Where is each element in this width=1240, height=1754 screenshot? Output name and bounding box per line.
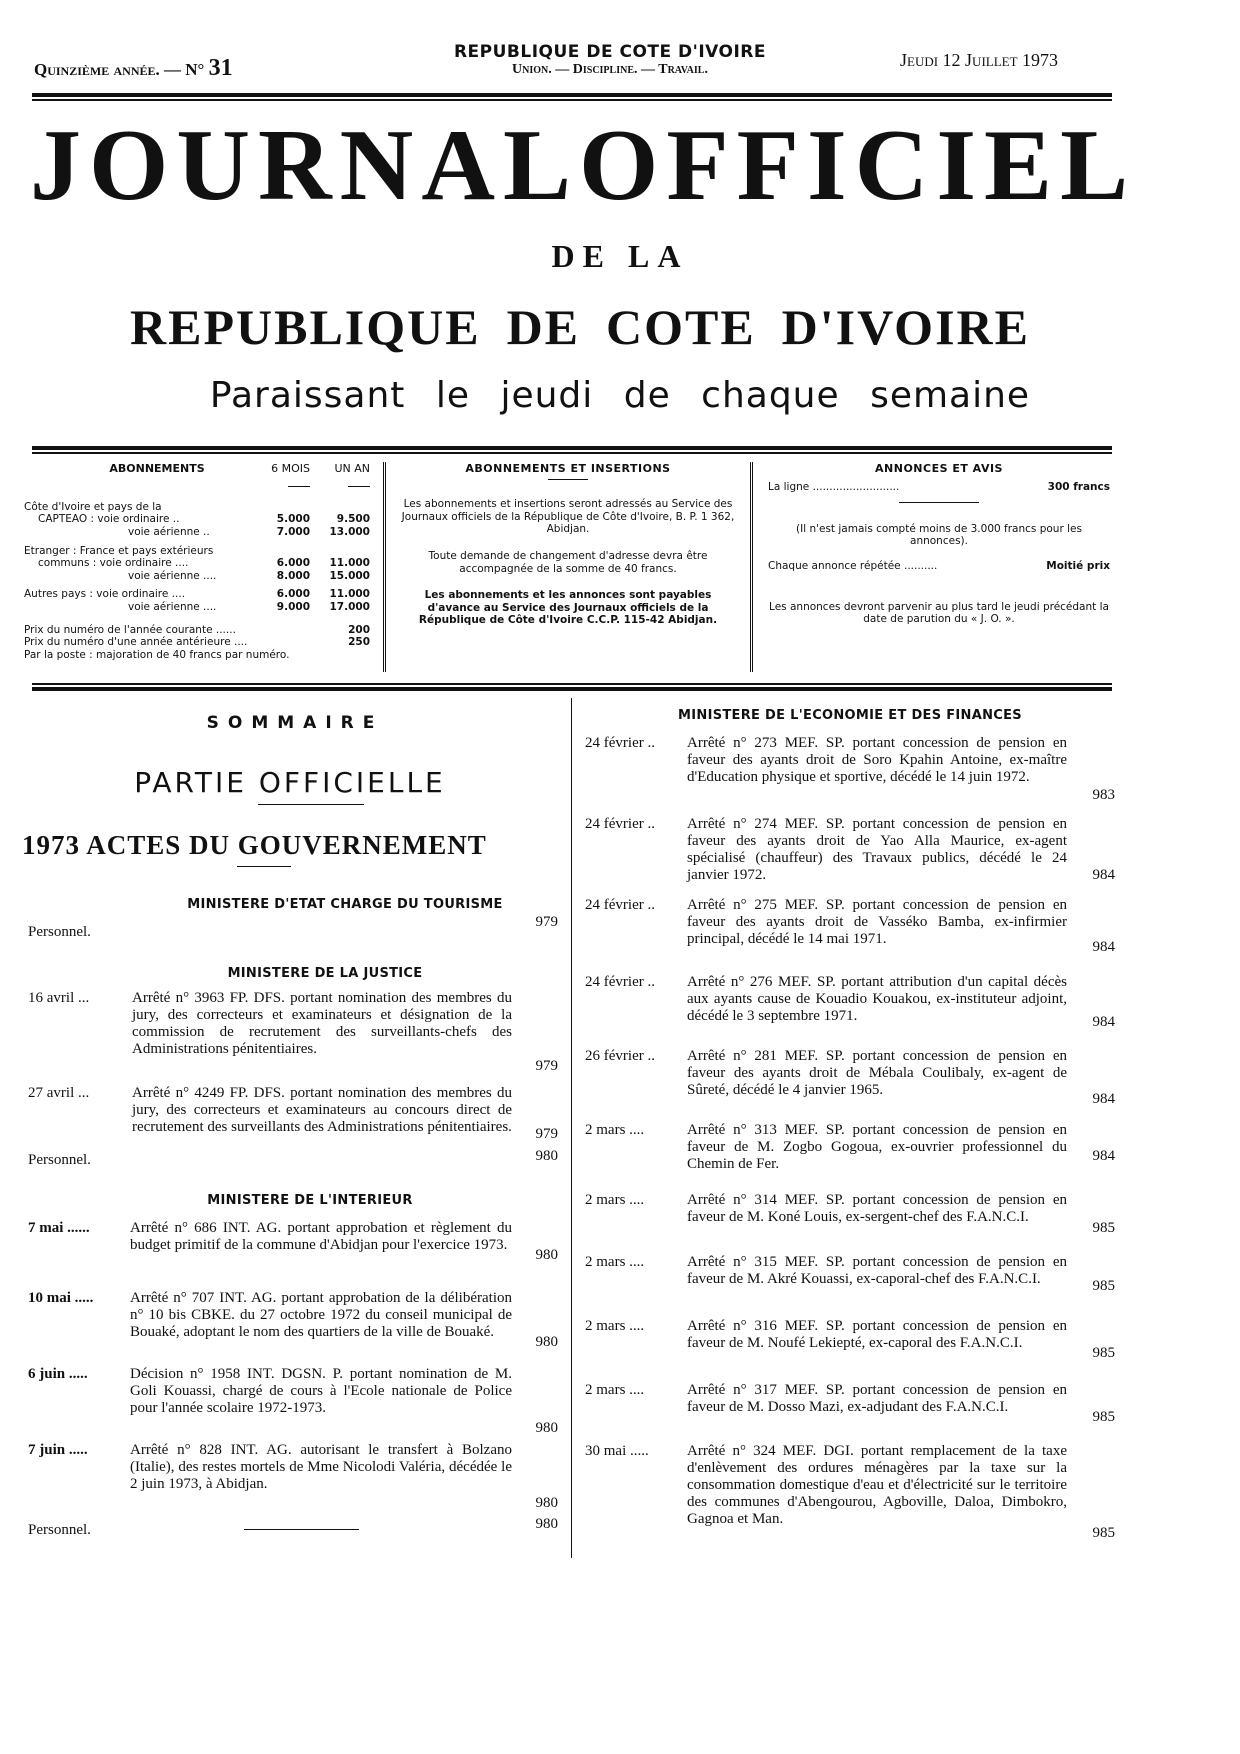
masthead-subtitle: Paraissant le jeudi de chaque semaine [209, 375, 1031, 416]
sub-row: Autres pays : voie ordinaire .... 6.000 11.000 [24, 588, 370, 601]
page-number: 985 [1092, 1345, 1115, 1361]
page-number: 979 [535, 1126, 558, 1142]
year-label: Quinzième année. — N° [34, 60, 205, 79]
interieur-personnel: Personnel. 980 [28, 1516, 558, 1538]
list-item: 2 mars .... Arrêté n° 315 MEF. SP. portant concession de pension en faveur de M. Akré Kouassi, ex-caporal-chef des F.A.N.C.I. 985 [585, 1254, 1115, 1294]
justice-personnel: Personnel. 980 [28, 1148, 558, 1168]
insertions-address-change: Toute demande de changement d'adresse devra être accompagnée de la somme de 40 francs. [428, 549, 708, 575]
announcements-title: ANNONCES ET AVIS [875, 462, 1003, 475]
title-dash [548, 479, 588, 480]
price-row: Prix du numéro de l'année courante ...... 200 [24, 623, 370, 636]
insertions-title: ABONNEMENTS ET INSERTIONS [465, 462, 671, 475]
list-item: 2 mars .... Arrêté n° 316 MEF. SP. portant concession de pension en faveur de M. Noufé Lekiepté, ex-caporal des F.A.N.C.I. 985 [585, 1318, 1115, 1361]
page-number: 979 [535, 1058, 558, 1074]
partie-underline [258, 804, 364, 805]
col-6mois: 6 MOIS [271, 462, 310, 475]
sub-row: communs : voie ordinaire .... 6.000 11.000 [38, 557, 370, 570]
actes-underline [237, 866, 291, 867]
section-end-rule [244, 1529, 359, 1530]
list-item: 24 février .. Arrêté n° 274 MEF. SP. portant concession de pension en faveur des ayants droit de Yao Alla Maurice, ex-agent spécialisé (chauffeur) des Travaux publics, décédé le 24 janvier 1972. 984 [585, 816, 1115, 883]
tourisme-personnel: Personnel. 979 [28, 914, 558, 940]
list-item: 2 mars .... Arrêté n° 317 MEF. SP. portant concession de pension en faveur de M. Dosso Mazi, ex-adjudant des F.A.N.C.I. 985 [585, 1382, 1115, 1425]
economie-heading: MINISTERE DE L'ECONOMIE ET DES FINANCES [678, 708, 1022, 723]
sommaire-title: SOMMAIRE [206, 713, 384, 733]
line-price: 300 francs [1047, 481, 1110, 494]
sub-row: Côte d'Ivoire et pays de la [24, 500, 162, 513]
price-row: Par la poste : majoration de 40 francs par numéro. [24, 648, 290, 661]
republic-word-4: D'IVOIRE [781, 299, 1030, 355]
line-label: La ligne .......................... [768, 481, 900, 494]
sub-row: Etranger : France et pays extérieurs [24, 544, 214, 557]
boxes-rule-bottom-thick [32, 687, 1112, 691]
insertions-box [400, 462, 736, 672]
boxes-rule-top-thick [32, 446, 1112, 450]
page-number: 984 [1092, 1091, 1115, 1107]
page-number: 983 [1092, 787, 1115, 803]
repeat-label: Chaque annonce répétée .......... [768, 559, 938, 572]
boxes-rule-top-thin [32, 452, 1112, 454]
list-item: 24 février .. Arrêté n° 276 MEF. SP. portant attribution d'un capital décès aux ayants cause de Kouadio Kouakou, ex-instituteur adjoint, décédé le 3 septembre 1971. 984 [585, 974, 1115, 1030]
issue-label [34, 55, 233, 82]
page-number: 979 [535, 914, 558, 930]
sub-row: CAPTEAO : voie ordinaire .. 5.000 9.500 [38, 513, 370, 526]
issue-number: 31 [208, 55, 233, 81]
box-separator [750, 462, 753, 672]
list-item: 30 mai ..... Arrêté n° 324 MEF. DGI. portant remplacement de la taxe d'enlèvement des ordures ménagères par la taxe sur la consommation domestique d'eau et d'électricité sur le territoire des communes d'Abengourou, Agboville, Daloa, Dimbokro, Gagnoa et Man. 985 [585, 1443, 1115, 1541]
page-number: 980 [535, 1420, 558, 1436]
masthead-republic [130, 298, 1030, 356]
republic-word-1: REPUBLIQUE [130, 299, 481, 355]
issue-date: Jeudi 12 Juillet 1973 [900, 50, 1059, 70]
list-item: 7 mai ...... Arrêté n° 686 INT. AG. portant approbation et règlement du budget primitif de la commune d'Abidjan pour l'exercice 1973. 980 [28, 1220, 558, 1263]
page-number: 985 [1092, 1525, 1115, 1541]
page-number: 984 [1092, 1148, 1115, 1164]
justice-heading: MINISTERE DE LA JUSTICE [227, 966, 423, 981]
announcements-box [768, 462, 1110, 672]
page-number: 985 [1092, 1409, 1115, 1425]
list-item: 27 avril ... Arrêté n° 4249 FP. DFS. portant nomination des membres du jury, des correcteurs et examinateurs au concours direct de recrutement des surveillants des Administrations pénitentiaires. 979 [28, 1085, 558, 1142]
partie-officielle: PARTIE OFFICIELLE [134, 766, 446, 799]
masthead-de-la: DE LA [551, 238, 689, 274]
country-line: REPUBLIQUE DE COTE D'IVOIRE [453, 42, 767, 62]
sub-row: voie aérienne .... 9.000 17.000 [128, 600, 370, 613]
page-number: 980 [535, 1495, 558, 1511]
list-item: 7 juin ..... Arrêté n° 828 INT. AG. autorisant le transfert à Bolzano (Italie), des restes mortels de Mme Nicolodi Valéria, décédée le 2 juin 1973, à Abidjan. 980 [28, 1442, 558, 1511]
deadline-note: Les annonces devront parvenir au plus tard le jeudi précédant la date de parution du « J. O. ». [769, 600, 1109, 626]
list-item: 24 février .. Arrêté n° 275 MEF. SP. portant concession de pension en faveur des ayants droit de Vasséko Bamba, ex-infirmier principal, décédé le 14 mai 1971. 984 [585, 897, 1115, 955]
page-number: 984 [1092, 867, 1115, 883]
list-item: 6 juin ..... Décision n° 1958 INT. DGSN. P. portant nomination de M. Goli Kouassi, chargé de cours à l'Ecole nationale de Police pour l'année scolaire 1972-1973. 980 [28, 1366, 558, 1436]
motto: Union. — Discipline. — Travail. [512, 62, 708, 77]
page-number: 980 [535, 1148, 558, 1164]
subscription-box [24, 462, 370, 672]
line-dash [899, 502, 979, 503]
list-item: 2 mars .... Arrêté n° 314 MEF. SP. portant concession de pension en faveur de M. Koné Louis, ex-sergent-chef des F.A.N.C.I. 985 [585, 1192, 1115, 1236]
interieur-heading: MINISTERE DE L'INTERIEUR [207, 1193, 413, 1208]
page-number: 984 [1092, 1014, 1115, 1030]
boxes-rule-bottom-thin [32, 683, 1112, 685]
republic-header [440, 42, 780, 78]
actes-heading: 1973 ACTES DU GOUVERNEMENT [22, 830, 487, 860]
min-note: (Il n'est jamais compté moins de 3.000 francs pour les annonces). [796, 522, 1082, 548]
page-number: 980 [535, 1516, 558, 1532]
list-item: 10 mai ..... Arrêté n° 707 INT. AG. portant approbation de la délibération n° 10 bis CBKE. du 27 octobre 1972 du conseil municipal de Bouaké, adoptant le nom des quartiers de la ville de Bouaké. 980 [28, 1290, 558, 1350]
republic-word-2: DE [506, 299, 581, 355]
list-item: 16 avril ... Arrêté n° 3963 FP. DFS. portant nomination des membres du jury, des correcteurs et examinateurs et désignation de la commission de recrutement des surveillants-chefs des Administrations pénitentiaires. 979 [28, 990, 558, 1074]
insertions-payment: Les abonnements et les annonces sont payables d'avance au Service des Journaux officiels de la République de Côte d'Ivoire C.C.P. 115-42 Abidjan. [418, 589, 718, 627]
page-number: 985 [1092, 1278, 1115, 1294]
masthead-title [30, 109, 1137, 222]
header-rule-thick [32, 93, 1112, 97]
page-number: 984 [1092, 939, 1115, 955]
masthead-word-officiel: OFFICIEL [579, 109, 1137, 222]
column-separator [571, 698, 572, 1558]
page-number: 980 [535, 1247, 558, 1263]
insertions-address: Les abonnements et insertions seront adressés au Service des Journaux officiels de la République de Côte d'Ivoire, B. P. 1 362, Abidjan. [401, 498, 735, 536]
list-item: 24 février .. Arrêté n° 273 MEF. SP. portant concession de pension en faveur des ayants droit de Soro Kpahin Antoine, ex-maître d'Education physique et sportive, décédé le 14 juin 1972. 983 [585, 735, 1115, 803]
col-unan: UN AN [334, 462, 370, 475]
price-row: Prix du numéro d'une année antérieure .... 250 [24, 636, 370, 649]
list-item: 26 février .. Arrêté n° 281 MEF. SP. portant concession de pension en faveur des ayants droit de Mébala Coulibaly, ex-agent de Sûreté, décédé le 4 janvier 1965. 984 [585, 1048, 1115, 1107]
republic-word-3: COTE [605, 299, 756, 355]
box-separator [383, 462, 386, 672]
page-number: 980 [535, 1334, 558, 1350]
subscription-title: ABONNEMENTS [109, 462, 205, 475]
tourisme-heading: MINISTERE D'ETAT CHARGE DU TOURISME [187, 897, 503, 912]
header-rule-thin [32, 99, 1112, 101]
sub-row: voie aérienne .... 8.000 15.000 [128, 569, 370, 582]
sub-row: voie aérienne .. 7.000 13.000 [128, 525, 370, 538]
list-item: 2 mars .... Arrêté n° 313 MEF. SP. portant concession de pension en faveur de M. Zogbo Gogoua, ex-ouvrier professionnel du Chemin de Fer. 984 [585, 1122, 1115, 1172]
page-number: 985 [1092, 1220, 1115, 1236]
masthead-word-journal: JOURNAL [30, 109, 580, 222]
repeat-price: Moitié prix [1046, 559, 1110, 572]
